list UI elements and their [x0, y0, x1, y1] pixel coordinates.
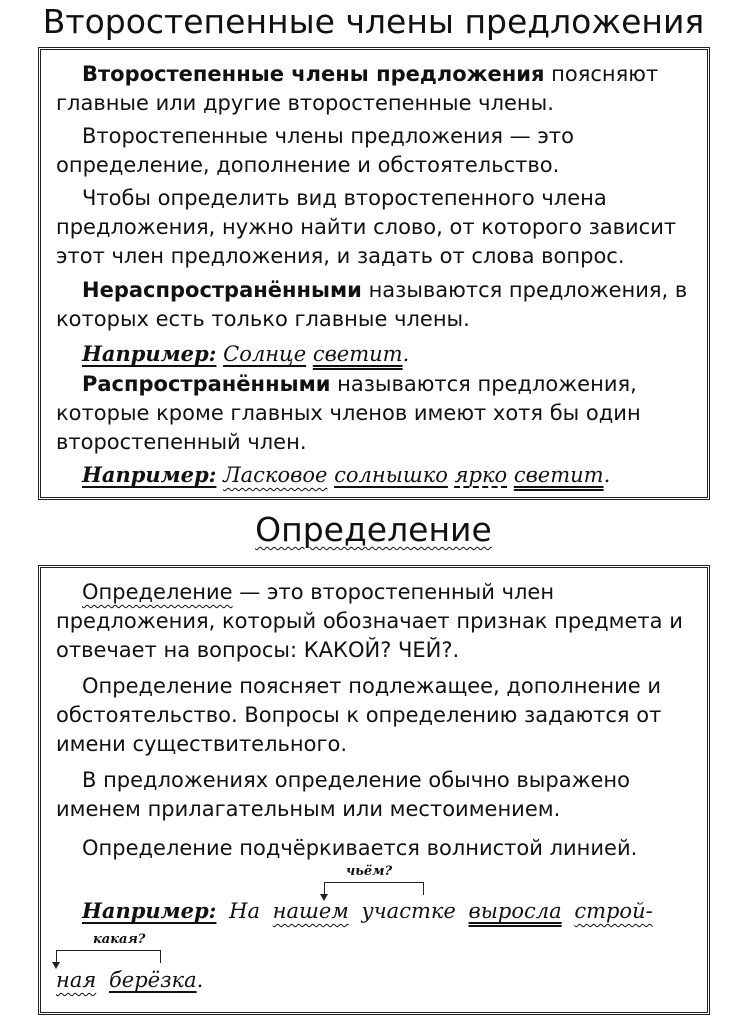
- section-title-text: Определение: [255, 510, 492, 549]
- para-text: Определение поясняет подлежащее, дополнение и обстоятельство. Вопросы к определению задаются от имени существительного.: [56, 674, 662, 756]
- example-subject: берёзка: [108, 968, 197, 992]
- example-label: Например:: [82, 462, 217, 487]
- example-dot: .: [196, 968, 204, 992]
- term-secondary-members: Второстепенные члены предложения: [82, 62, 545, 86]
- para-how-to-find: [56, 184, 696, 271]
- para-kinds: [56, 122, 696, 180]
- example-attribute: нашем: [272, 899, 349, 923]
- para-non-extended: [56, 276, 696, 334]
- example-attribute-part: ная: [56, 968, 97, 992]
- para-attribute-underline: [56, 834, 696, 863]
- para-text: называются предложения, которые кроме главных членов имеют хотя бы один второстепенный член.: [56, 372, 641, 454]
- example-subject: Солнце: [223, 342, 307, 366]
- term-attribute: Определение: [82, 580, 233, 604]
- term-non-extended: Нераспространёнными: [82, 278, 362, 302]
- term-extended: Распространёнными: [82, 372, 331, 396]
- example-label: Например:: [82, 898, 217, 923]
- example-dot: .: [402, 342, 410, 366]
- example-predicate: выросла: [468, 899, 562, 923]
- para-attribute-definition: [56, 578, 696, 665]
- example-2: [56, 460, 696, 490]
- section-title-attribute: [0, 510, 747, 550]
- para-attribute-explains: [56, 672, 696, 759]
- para-text: — это второстепенный член предложения, который обозначает признак предмета и отвечает на вопросы: КАКОЙ? ЧЕЙ?.: [56, 580, 683, 662]
- question-bracket-2: [56, 950, 161, 963]
- para-text: поясняют главные или другие второстепенные члены.: [56, 62, 659, 115]
- question-label-1: чьём?: [346, 864, 393, 879]
- rule-box-secondary-members: [38, 47, 710, 500]
- para-text: Чтобы определить вид второстепенного члена предложения, нужно найти слово, от которого зависит этот член предложения, и задать от слова вопрос.: [56, 186, 677, 268]
- example-subject: солнышко: [334, 463, 448, 487]
- example-1: [56, 339, 696, 369]
- example-attribute-line2: [56, 966, 696, 995]
- para-extended: [56, 370, 696, 457]
- para-text: называются предложения, в которых есть только главные члены.: [56, 278, 688, 331]
- example-word: На: [229, 899, 260, 923]
- para-attribute-expressed: [56, 766, 696, 824]
- para-text: Определение подчёркивается волнистой линией.: [82, 836, 638, 860]
- para-text: В предложениях определение обычно выражено именем прилагательным или местоимением.: [56, 768, 630, 821]
- example-attribute-part: строй-: [574, 899, 653, 923]
- question-bracket-1: [324, 882, 424, 895]
- question-label-2: какая?: [93, 932, 146, 947]
- example-predicate: светит: [312, 342, 403, 366]
- example-label: Например:: [82, 341, 217, 366]
- para-text: Второстепенные члены предложения — это определение, дополнение и обстоятельство.: [56, 124, 574, 177]
- page-title-secondary-members: Второстепенные члены предложения: [42, 2, 705, 41]
- example-predicate: светит: [513, 463, 604, 487]
- para-definition: [56, 60, 696, 118]
- example-attribute-line1: [56, 896, 696, 926]
- example-dot: .: [603, 463, 611, 487]
- rule-box-attribute: [38, 565, 710, 1015]
- example-word: участке: [361, 899, 456, 923]
- example-adverbial: ярко: [454, 463, 508, 487]
- example-attribute: Ласковое: [223, 463, 328, 487]
